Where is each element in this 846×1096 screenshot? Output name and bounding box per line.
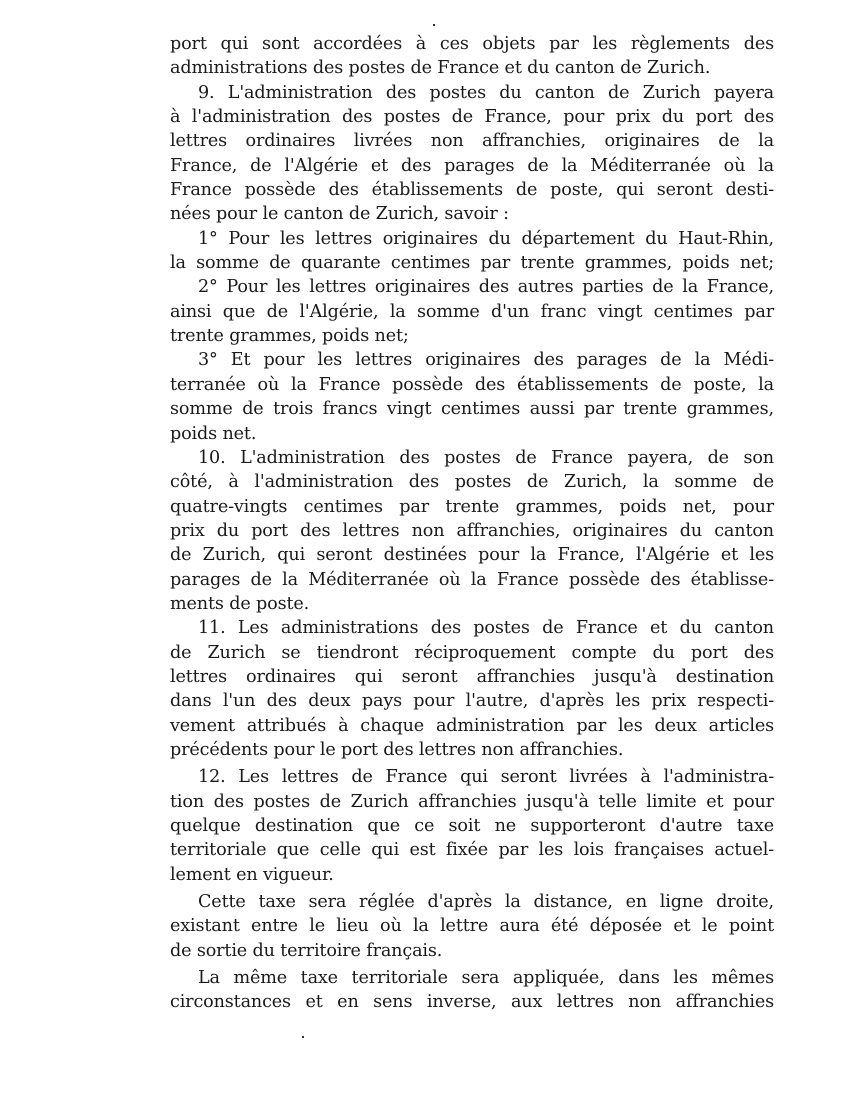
text-line: poids net. (170, 423, 257, 444)
text-line: France possède des établissements de poste, qui seront desti- (170, 180, 774, 201)
text-line: ainsi que de l'Algérie, la somme d'un franc vingt centimes par (170, 301, 774, 322)
text-line: tion des postes de Zurich affranchies jusqu'à telle limite et pour (170, 791, 774, 812)
text-line: parages de la Méditerranée où la France possède des établisse- (170, 569, 774, 590)
paragraph-start-line: Cette taxe sera réglée d'après la distance, en ligne droite, (198, 892, 774, 913)
text-line: port qui sont accordées à ces objets par les règlements des (170, 34, 774, 54)
text-line: territoriale que celle qui est fixée par les lois françaises actuel- (170, 840, 774, 861)
text-line: de sortie du territoire français. (170, 940, 443, 961)
text-line: précédents pour le port des lettres non affranchies. (170, 739, 624, 760)
text-line: existant entre le lieu où la lettre aura été déposée et le point (170, 916, 774, 937)
text-line: nées pour le canton de Zurich, savoir : (170, 204, 509, 225)
text-line: dans l'un des deux pays pour l'autre, d'après les prix respecti- (170, 691, 774, 712)
text-line: somme de trois francs vingt centimes aussi par trente grammes, (170, 399, 774, 420)
list-item-2-line: 2° Pour les lettres originaires des autres parties de la France, (198, 277, 774, 298)
text-line: de Zurich se tiendront réciproquement compte du port des (170, 642, 774, 663)
paragraph-start-line: La même taxe territoriale sera appliquée, dans les mêmes (198, 968, 774, 989)
text-line: lettres ordinaires livrées non affranchies, originaires de la (170, 131, 774, 152)
text-line: de Zurich, qui seront destinées pour la France, l'Algérie et les (170, 545, 774, 566)
body-text (170, 32, 774, 1015)
article-11-heading-line: 11. Les administrations des postes de France et du canton (198, 618, 774, 639)
text-line: circonstances et en sens inverse, aux lettres non affranchies (170, 992, 774, 1013)
text-line: la somme de quarante centimes par trente grammes, poids net; (170, 253, 774, 274)
text-line: France, de l'Algérie et des parages de la Méditerranée où la (170, 155, 774, 176)
text-line: administrations des postes de France et du canton de Zurich. (170, 58, 711, 79)
text-line: prix du port des lettres non affranchies, originaires du canton (170, 520, 774, 541)
text-line: quatre-vingts centimes par trente grammes, poids net, pour (170, 496, 774, 517)
article-9-heading-line: 9. L'administration des postes du canton de Zurich payera (198, 82, 774, 103)
list-item-3-line: 3° Et pour les lettres originaires des parages de la Médi- (198, 350, 774, 371)
text-line: à l'administration des postes de France, pour prix du port des (170, 107, 774, 128)
list-item-1-line: 1° Pour les lettres originaires du département du Haut-Rhin, (198, 228, 774, 249)
text-line: lettres ordinaires qui seront affranchies jusqu'à destination (170, 666, 774, 687)
text-line: lement en vigueur. (170, 864, 334, 885)
text-line: quelque destination que ce soit ne supporteront d'autre taxe (170, 816, 774, 836)
text-line: trente grammes, poids net; (170, 326, 409, 347)
article-10-heading-line: 10. L'administration des postes de France payera, de son (198, 447, 774, 468)
print-speck (302, 1036, 304, 1038)
text-line: ments de poste. (170, 593, 310, 614)
text-line: côté, à l'administration des postes de Zurich, la somme de (170, 472, 774, 493)
article-12-heading-line: 12. Les lettres de France qui seront livrées à l'administra- (198, 767, 774, 788)
text-line: vement attribués à chaque administration par les deux articles (170, 715, 774, 736)
text-line: terranée où la France possède des établissements de poste, la (170, 374, 774, 395)
print-speck (433, 24, 435, 26)
